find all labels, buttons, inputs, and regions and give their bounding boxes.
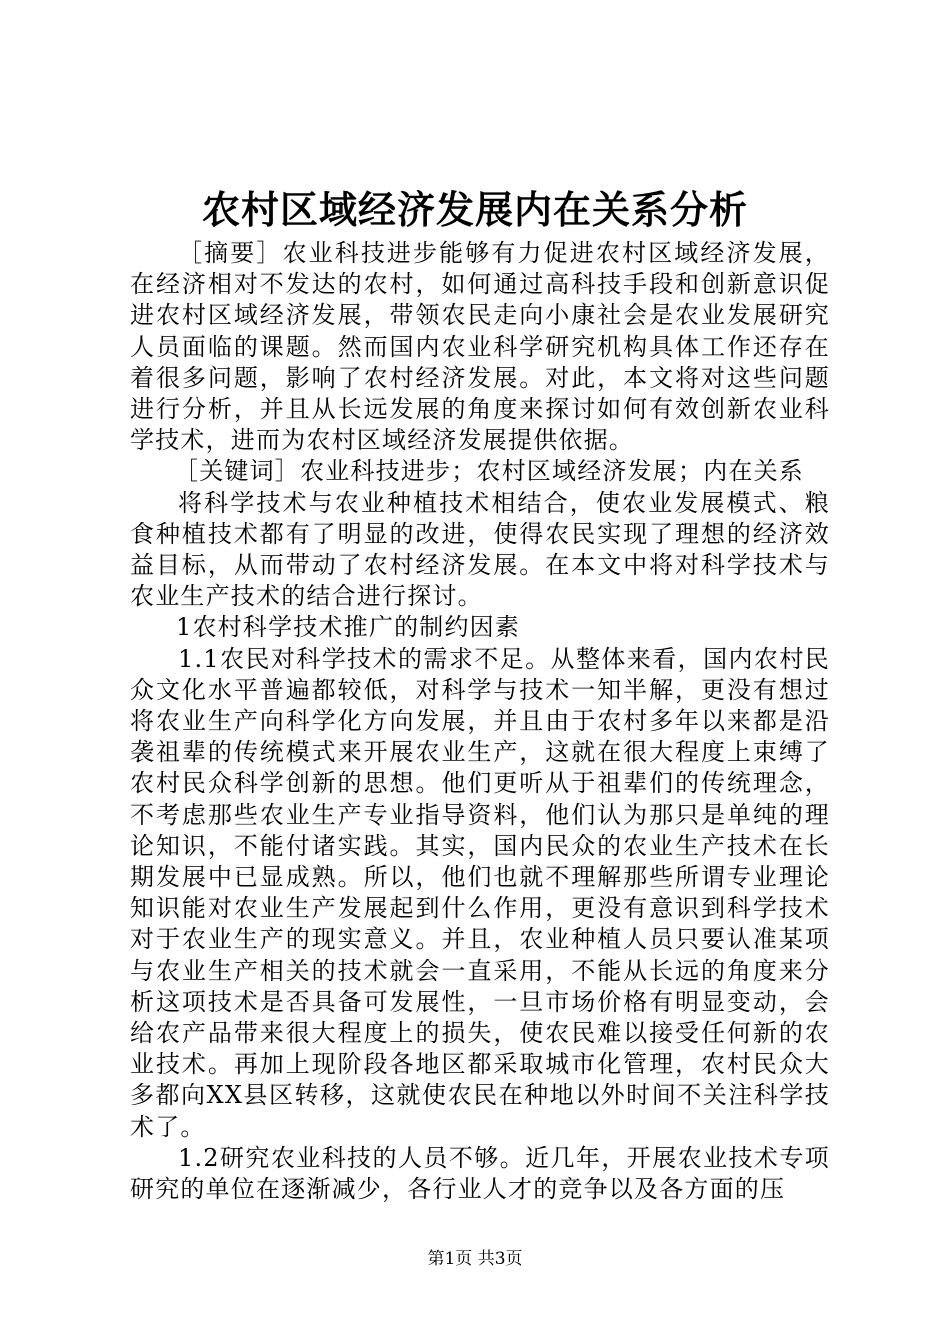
section-1-2-paragraph: 1.2研究农业科技的人员不够。近几年，开展农业技术专项研究的单位在逐渐减少，各行业人才的竞争以及各方面的压 — [130, 1143, 830, 1204]
document-title: 农村区域经济发展内在关系分析 — [201, 187, 748, 232]
keywords-paragraph: ［关键词］农业科技进步；农村区域经济发展；内在关系 — [174, 457, 804, 486]
page-footer: 第1页 共3页 — [427, 1249, 523, 1269]
section-heading: 1农村科学技术推广的制约因素 — [176, 613, 521, 642]
document-body — [130, 238, 830, 1205]
intro-paragraph: 将科学技术与农业种植技术相结合，使农业发展模式、粮食种植技术都有了明显的改进，使得农民实现了理想的经济效益目标，从而带动了农村经济发展。在本文中将对科学技术与农业生产技术的结合进行探讨。 — [130, 488, 830, 611]
abstract-paragraph: ［摘要］农业科技进步能够有力促进农村区域经济发展，在经济相对不发达的农村，如何通过高科技手段和创新意识促进农村区域经济发展，带领农民走向小康社会是农业发展研究人员面临的课题。然而国内农业科学研究机构具体工作还存在着很多问题，影响了农村经济发展。对此，本文将对这些问题进行分析，并且从长远发展的角度来探讨如何有效创新农业科学技术，进而为农村区域经济发展提供依据。 — [130, 239, 830, 455]
section-1-1-paragraph: 1.1农民对科学技术的需求不足。从整体来看，国内农村民众文化水平普遍都较低，对科学与技术一知半解，更没有想过将农业生产向科学化方向发展，并且由于农村多年以来都是沿袭祖辈的传统模式来开展农业生产，这就在很大程度上束缚了农村民众科学创新的思想。他们更听从于祖辈们的传统理念，不考虑那些农业生产专业指导资料，他们认为那只是单纯的理论知识，不能付诸实践。其实，国内民众的农业生产技术在长期发展中已显成熟。所以，他们也就不理解那些所谓专业理论知识能对农业生产发展起到什么作用，更没有意识到科学技术对于农业生产的现实意义。并且，农业种植人员只要认准某项与农业生产相关的技术就会一直采用，不能从长远的角度来分析这项技术是否具备可发展性，一旦市场价格有明显变动，会给农产品带来很大程度上的损失，使农民难以接受任何新的农业技术。再加上现阶段各地区都采取城市化管理，农村民众大多都向XX县区转移，这就使农民在种地以外时间不关注科学技术了。 — [130, 644, 830, 1141]
